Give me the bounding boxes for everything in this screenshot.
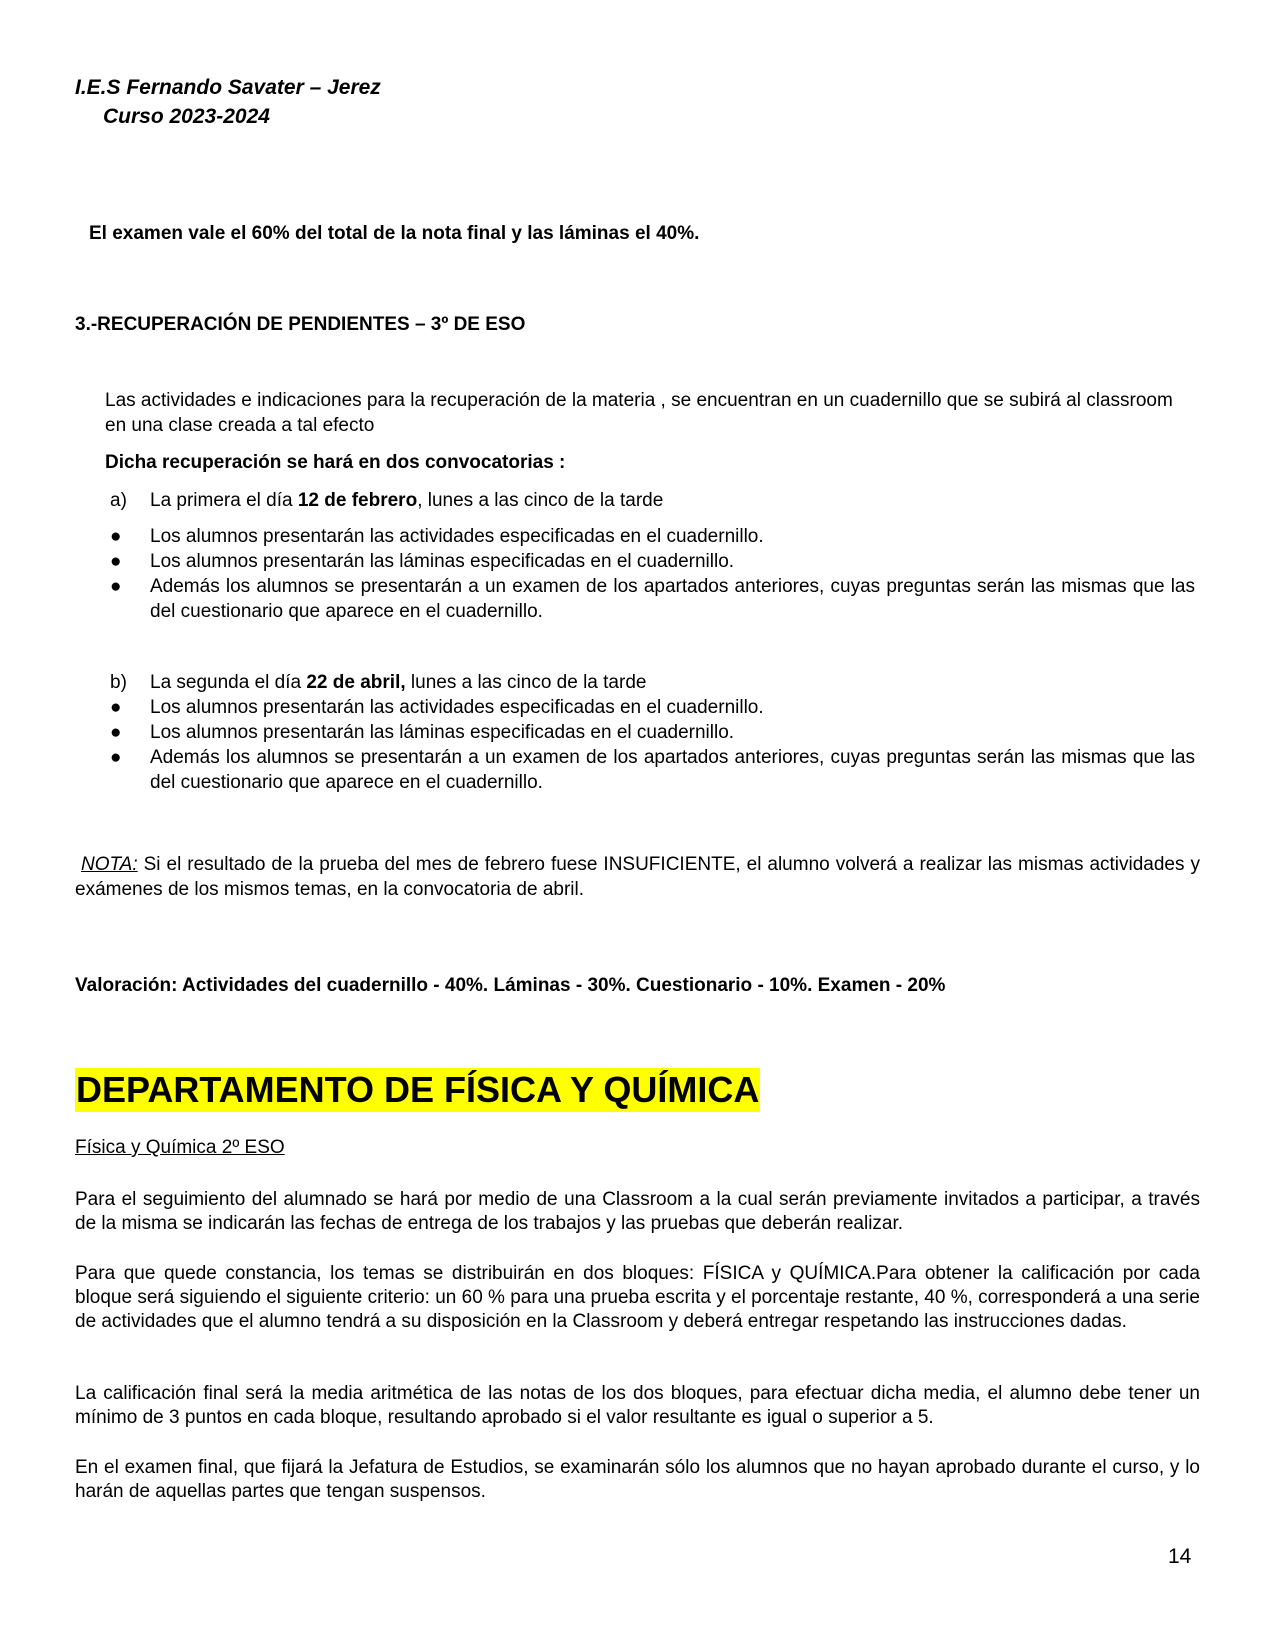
list-item [110, 670, 1195, 695]
second-convocatoria [110, 670, 1195, 795]
list-item: ● Además los alumnos se presentarán a un examen de los apartados anteriores, cuyas preguntas serán las mismas que las del cuestionario que aparece en el cuadernillo. [110, 576, 1195, 622]
department-title: DEPARTAMENTO DE FÍSICA Y QUÍMICA [76, 1069, 760, 1110]
nota-paragraph: NOTA: Si el resultado de la prueba del mes de febrero fuese INSUFICIENTE, el alumno volverá a realizar las mismas actividades y exámenes de los mismos temas, en la convocatoria de abril. [75, 854, 1200, 900]
valoracion: Valoración: Actividades del cuadernillo - 40%. Láminas - 30%. Cuestionario - 10%. Examen - 20% [75, 975, 946, 996]
first-convocatoria [110, 488, 1195, 624]
department-paragraph: La calificación final será la media aritmética de las notas de los dos bloques, para efectuar dicha media, el alumno debe tener un mínimo de 3 puntos en cada bloque, resultando aprobado si el valor resultante es igual o superior a 5. [75, 1383, 1200, 1428]
header-course: Curso 2023-2024 [103, 105, 270, 128]
bullet-icon: ● [110, 747, 122, 768]
nota-label: NOTA: [80, 854, 138, 875]
second-date-line: La segunda el día 22 de abril, lunes a las cinco de la tarde [150, 672, 647, 693]
department-paragraph: Para que quede constancia, los temas se distribuirán en dos bloques: FÍSICA y QUÍMICA.Para obtener la calificación por cada bloque será siguiendo el siguiente criterio: un 60 % para una prueba escrita y el porcentaje restante, 40 %, corresponderá a una serie de actividades que el alumno tendrá a su disposición en la Classroom y deberá entregar respetando las instrucciones dadas. [75, 1263, 1200, 1332]
list-item: ● Los alumnos presentarán las actividades especificadas en el cuadernillo. [110, 697, 764, 718]
bullet-icon: ● [110, 576, 122, 597]
list-item: ● Los alumnos presentarán las láminas especificadas en el cuadernillo. [110, 551, 735, 572]
first-date-line: La primera el día 12 de febrero, lunes a las cinco de la tarde [150, 490, 664, 511]
list-marker-a: a) [110, 490, 127, 511]
list-item: ● Los alumnos presentarán las láminas especificadas en el cuadernillo. [110, 722, 735, 743]
header-school: I.E.S Fernando Savater – Jerez [75, 76, 381, 99]
bullet-icon: ● [110, 551, 122, 572]
convocatorias-heading: Dicha recuperación se hará en dos convocatorias : [105, 452, 566, 473]
department-paragraph: Para el seguimiento del alumnado se hará por medio de una Classroom a la cual serán previamente invitados a participar, a través de la misma se indicarán las fechas de entrega de los trabajos y las pruebas que deberán realizar. [75, 1189, 1200, 1234]
list-item [110, 488, 1195, 513]
section3-title: 3.-RECUPERACIÓN DE PENDIENTES – 3º DE ESO [75, 314, 526, 335]
list-item: ● Además los alumnos se presentarán a un examen de los apartados anteriores, cuyas preguntas serán las mismas que las del cuestionario que aparece en el cuadernillo. [110, 747, 1195, 793]
first-date: 12 de febrero [297, 490, 418, 511]
section3-intro: Las actividades e indicaciones para la recuperación de la materia , se encuentran en un cuadernillo que se subirá al classroom en una clase creada a tal efecto [105, 390, 1173, 436]
list-marker-b: b) [110, 672, 127, 693]
subject-title: Física y Química 2º ESO [75, 1137, 285, 1158]
bullet-icon: ● [110, 722, 122, 743]
second-date: 22 de abril, [306, 672, 406, 693]
department-paragraph: En el examen final, que fijará la Jefatura de Estudios, se examinarán sólo los alumnos que no hayan aprobado durante el curso, y lo harán de aquellas partes que tengan suspensos. [75, 1457, 1200, 1502]
exam-note: El examen vale el 60% del total de la nota final y las láminas el 40%. [89, 223, 700, 244]
bullet-icon: ● [110, 526, 122, 547]
list-item: ● Los alumnos presentarán las actividades especificadas en el cuadernillo. [110, 526, 764, 547]
bullet-icon: ● [110, 697, 122, 718]
page-number: 14 [1168, 1545, 1192, 1568]
